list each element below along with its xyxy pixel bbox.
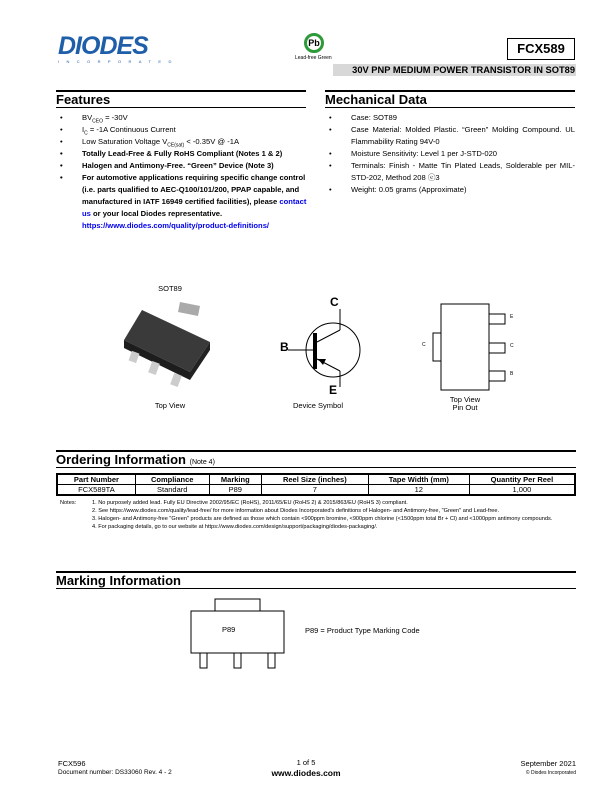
notes-label: Notes: [60, 500, 77, 506]
top-view-caption: Top View [154, 401, 186, 410]
features-heading: Features [56, 90, 306, 108]
emitter-label: E [329, 383, 338, 397]
table-header-row [57, 474, 575, 485]
mechanical-heading: Mechanical Data [325, 90, 575, 108]
mechanical-item: • Case Material: Molded Plastic. “Green” Molding Compound. UL Flammability Rating 94V-0 [329, 124, 575, 148]
footer-part: FCX596 [58, 759, 86, 768]
lead-free-label: Lead-free Green [295, 55, 332, 61]
device-symbol-caption: Device Symbol [292, 401, 344, 410]
ordering-table [56, 473, 576, 496]
mechanical-item: • Terminals: Finish - Matte Tin Plated Leads, Solderable per MIL-STD-202, Method 208 ⓔ3 [329, 160, 575, 184]
table-cell: 1,000 [469, 485, 575, 496]
part-number-box: FCX589 [507, 38, 575, 60]
mechanical-item: • Case: SOT89 [329, 112, 575, 124]
heading-text: Ordering Information [56, 452, 186, 467]
pin-b: B [510, 371, 514, 377]
table-cell: 12 [368, 485, 469, 496]
text: = -30V [102, 113, 128, 122]
package-label: SOT89 [158, 284, 182, 293]
text: or your local Diodes representative. [90, 209, 223, 218]
column-header: Compliance [135, 474, 209, 485]
note-item: 4. For packaging details, go to our website at https://www.diodes.com/design/support/packaging/diodes-packaging/. [92, 524, 378, 530]
note-item: 2. See https://www.diodes.com/quality/lead-free/ for more information about Diodes Incorporated's definitions of Halogen- and Antimony-free, "Green" and Lead-free. [92, 508, 500, 514]
feature-item [60, 136, 310, 148]
subscript: CE(sat) [167, 142, 185, 149]
text: For automotive applications requiring specific change control (i.e. parts qualified to AEC-Q100/101/200, PPAP capable, and manufactured in IATF 16949 certified facilities), please [82, 173, 306, 206]
subscript: C [84, 130, 88, 137]
marking-heading: Marking Information [56, 571, 576, 589]
column-header: Tape Width (mm) [368, 474, 469, 485]
collector-label: C [330, 295, 339, 309]
pinout-diagram [428, 303, 508, 393]
mechanical-item: • Moisture Sensitivity: Level 1 per J-STD-020 [329, 148, 575, 160]
feature-item: • Totally Lead-Free & Fully RoHS Compliant (Notes 1 & 2) [60, 148, 310, 160]
text: Low Saturation Voltage V [82, 137, 168, 146]
footer-page: 1 of 5 [296, 758, 316, 767]
notes-list [92, 499, 576, 531]
product-definitions-link[interactable]: https://www.diodes.com/quality/product-definitions/ [82, 221, 270, 230]
table-cell: P89 [209, 485, 261, 496]
caption-line: Top View [449, 395, 481, 404]
subscript: CEO [92, 118, 103, 125]
text: = -1A Continuous Current [87, 125, 176, 134]
note-item: 1. No purposely added lead. Fully EU Directive 2002/95/EC (RoHS), 2011/65/EU (RoHS 2) & 2015/863/EU (RoHS 3) compliant. [92, 500, 408, 506]
feature-item [60, 112, 310, 124]
pin-e: E [510, 314, 514, 320]
package-image [120, 300, 220, 395]
pinout-caption [440, 396, 490, 412]
footer-date: September 2021 [520, 759, 576, 768]
column-header: Reel Size (inches) [261, 474, 368, 485]
note-item: 3. Halogen- and Antimony-free "Green" products are defined as those which contain <900ppm bromine, <900ppm chlorine (<1500ppm total Br + Cl) and <1000ppm antimony compounds. [92, 516, 553, 522]
footer-copyright: © Diodes Incorporated [525, 770, 576, 776]
logo-subtitle: INCORPORATED [58, 59, 179, 64]
pin-tab-c: C [422, 342, 426, 348]
lead-free-icon: Pb [304, 33, 324, 53]
column-header: Part Number [57, 474, 135, 485]
mechanical-list [329, 112, 575, 196]
footer-doc-number: Document number: DS33060 Rev. 4 - 2 [58, 769, 172, 776]
text: BV [82, 113, 93, 122]
feature-item [60, 124, 310, 136]
table-row [57, 485, 575, 496]
caption-line: Pin Out [452, 403, 478, 412]
marking-diagram [190, 598, 285, 670]
base-label: B [280, 340, 289, 354]
column-header: Marking [209, 474, 261, 485]
features-list [60, 112, 310, 232]
pin-c: C [510, 343, 514, 349]
feature-item [60, 172, 310, 232]
diodes-logo: DIODES [58, 32, 148, 60]
ordering-heading [56, 450, 576, 468]
text: I [82, 125, 85, 134]
footer-website[interactable]: www.diodes.com [271, 768, 341, 778]
feature-item: • Halogen and Antimony-Free. “Green” Device (Note 3) [60, 160, 310, 172]
marking-description: P89 = Product Type Marking Code [305, 626, 420, 635]
table-cell: Standard [135, 485, 209, 496]
document-subtitle: 30V PNP MEDIUM POWER TRANSISTOR IN SOT89 [333, 64, 576, 76]
table-cell: 7 [261, 485, 368, 496]
column-header: Quantity Per Reel [469, 474, 575, 485]
mechanical-item: • Weight: 0.05 grams (Approximate) [329, 184, 575, 196]
text: < -0.35V @ -1A [184, 137, 240, 146]
table-cell: FCX589TA [57, 485, 135, 496]
contact-us-link[interactable]: contact us [82, 197, 307, 218]
device-symbol [278, 295, 368, 400]
marking-code: P89 [222, 625, 236, 634]
heading-note: (Note 4) [189, 459, 215, 466]
